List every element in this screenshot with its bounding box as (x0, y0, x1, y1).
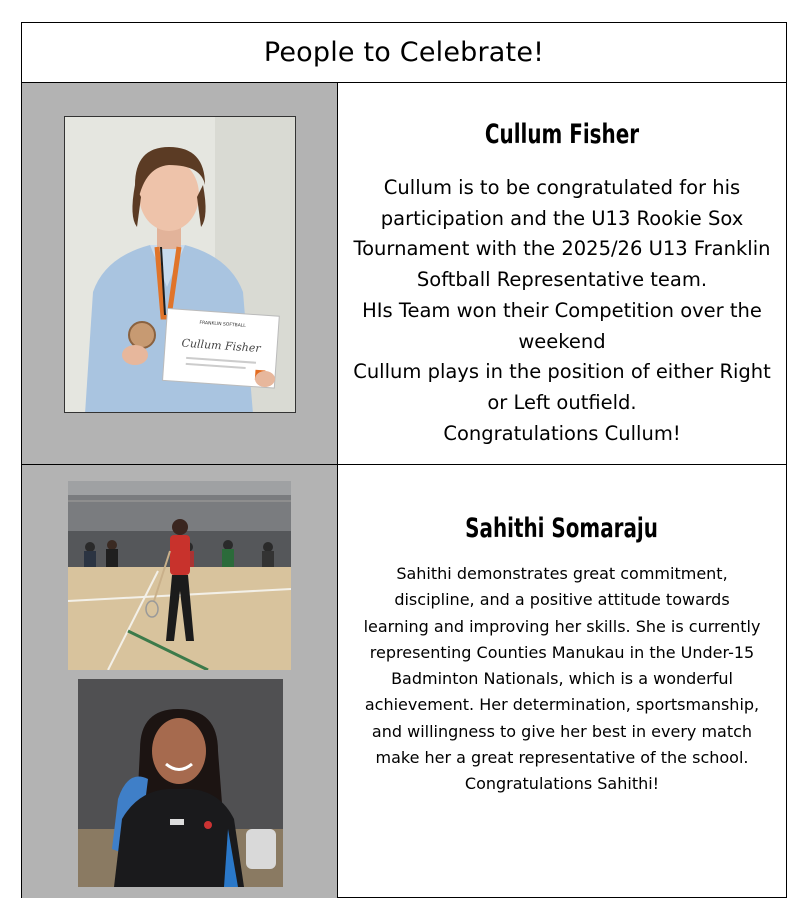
bio-line: Softball Representative team. (416, 268, 708, 292)
photo-court-illustration (68, 481, 291, 670)
entry-row-sahithi (22, 465, 786, 898)
bio-line: Sahithi demonstrates great commitment, (396, 564, 728, 583)
bio-line: Cullum is to be congratulated for his (383, 176, 741, 199)
bio-line: learning and improving her skills. She is currently (363, 616, 761, 636)
bio-line: Congratulations Sahithi! (464, 774, 660, 794)
bio-line: make her a great representative of the school. (375, 748, 749, 768)
bio-line: discipline, and a positive attitude towards (394, 590, 730, 610)
bio-cullum (338, 173, 786, 449)
bio-line: Cullum plays in the position of either Right (353, 360, 771, 384)
bio-line: Congratulations Cullum! (443, 421, 681, 445)
celebration-table (21, 22, 787, 898)
bio-line: Tournament with the 2025/26 U13 Franklin (353, 237, 771, 261)
text-cell-cullum (338, 83, 786, 464)
photo-portrait-illustration (78, 679, 283, 887)
text-cell-sahithi (338, 465, 786, 898)
page-title: People to Celebrate! (263, 37, 545, 68)
bio-line: Badminton Nationals, which is a wonderful (391, 669, 733, 689)
photo-cullum-with-certificate (64, 116, 296, 413)
bio-sahithi (338, 561, 786, 798)
entry-name-cullum: Cullum Fisher (484, 119, 640, 150)
certificate-header: FRANKLIN SOFTBALL (199, 320, 246, 329)
bio-line: or Left outfield. (487, 390, 637, 414)
photo-cell-sahithi (22, 465, 338, 898)
photo-sahithi-portrait (78, 679, 283, 887)
photo-sahithi-badminton-court (68, 481, 291, 670)
bio-line: weekend (518, 329, 606, 353)
bio-line: achievement. Her determination, sportsmanship, (364, 695, 760, 715)
bio-line: representing Counties Manukau in the Under-15 (369, 642, 755, 662)
bio-line: participation and the U13 Rookie Sox (380, 206, 744, 230)
photo-cullum-illustration (65, 117, 296, 413)
photo-cell-cullum (22, 83, 338, 464)
entry-name-sahithi: Sahithi Somaraju (465, 513, 659, 544)
entry-row-cullum (22, 83, 786, 465)
certificate-name: Cullum Fisher (181, 336, 262, 356)
bio-line: and willingness to give her best in every match (371, 721, 753, 741)
title-row (22, 23, 786, 83)
bio-line: HIs Team won their Competition over the (362, 298, 762, 322)
